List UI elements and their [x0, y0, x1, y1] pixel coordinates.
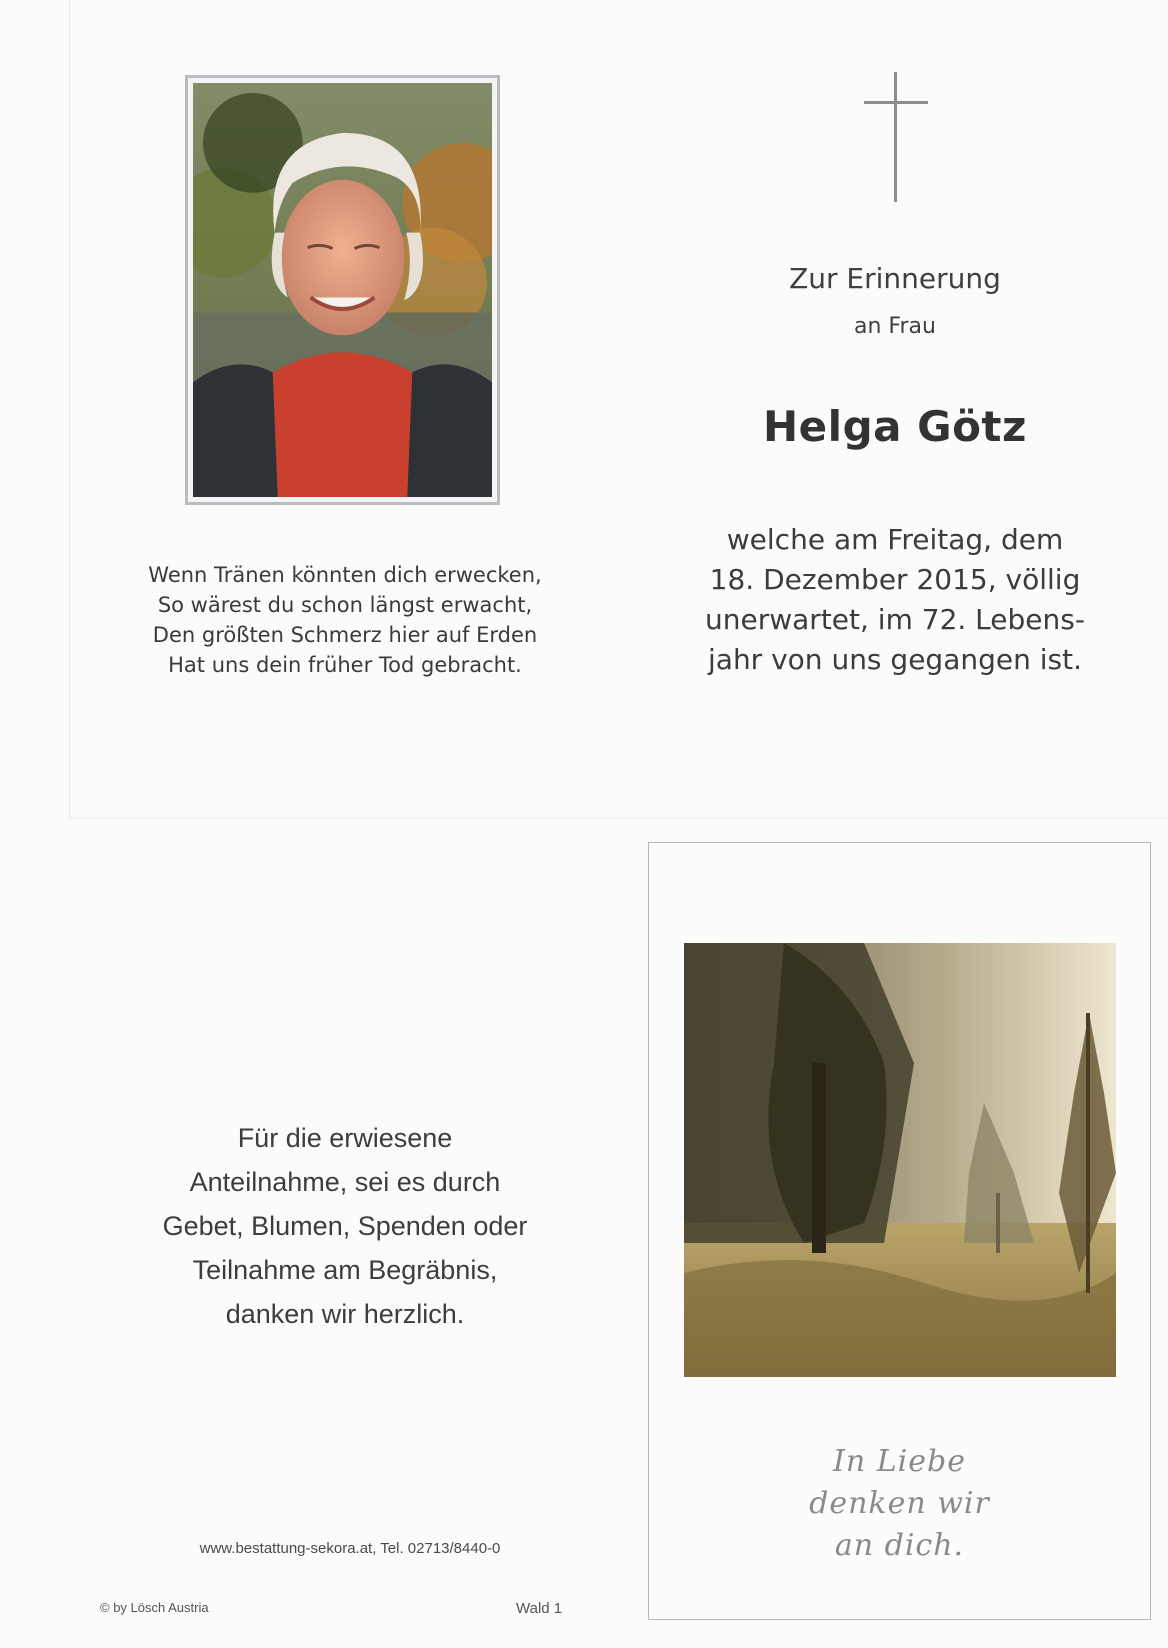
- portrait-frame: [185, 75, 500, 505]
- card-design-id: Wald 1: [516, 1600, 563, 1617]
- memorial-line: In Liebe: [833, 1444, 966, 1479]
- death-notice-line: welche am Freitag, dem: [726, 523, 1064, 556]
- memorial-line: an dich.: [834, 1528, 965, 1563]
- picture-card: [648, 842, 1151, 1620]
- poem-line: Wenn Tränen könnten dich erwecken,: [148, 563, 542, 587]
- deceased-name: Helga Götz: [763, 402, 1027, 451]
- poem-line: So wärest du schon längst erwacht,: [157, 593, 533, 617]
- portrait-photo: [193, 83, 492, 497]
- cross-icon: [864, 72, 928, 202]
- death-notice-line: unerwartet, im 72. Lebens-: [705, 603, 1085, 636]
- memorial-subtitle: an Frau: [854, 314, 936, 339]
- memorial-phrase: [649, 1441, 1150, 1567]
- poem-line: Hat uns dein früher Tod gebracht.: [168, 653, 522, 677]
- thanks-line: Für die erwiesene: [237, 1123, 453, 1153]
- thanks-line: Gebet, Blumen, Spenden oder: [162, 1211, 528, 1241]
- thanks-line: Teilnahme am Begräbnis,: [192, 1255, 498, 1285]
- poem: [110, 560, 580, 680]
- card-fold-vertical: [69, 0, 70, 818]
- thanks-line: danken wir herzlich.: [225, 1299, 465, 1329]
- death-notice: [650, 520, 1140, 680]
- thanks-line: Anteilnahme, sei es durch: [189, 1167, 501, 1197]
- death-notice-line: jahr von uns gegangen ist.: [708, 643, 1082, 676]
- card-fold-horizontal: [69, 818, 1168, 819]
- forest-landscape-image: [684, 943, 1116, 1377]
- death-notice-line: 18. Dezember 2015, völlig: [709, 563, 1081, 596]
- poem-line: Den größten Schmerz hier auf Erden: [152, 623, 538, 647]
- funeral-home-contact: www.bestattung-sekora.at, Tel. 02713/8440-0: [199, 1540, 501, 1557]
- memorial-title: Zur Erinnerung: [789, 262, 1001, 295]
- copyright-notice: © by Lösch Austria: [100, 1600, 209, 1615]
- thanks-text: [110, 1116, 580, 1336]
- memorial-line: denken wir: [809, 1486, 990, 1521]
